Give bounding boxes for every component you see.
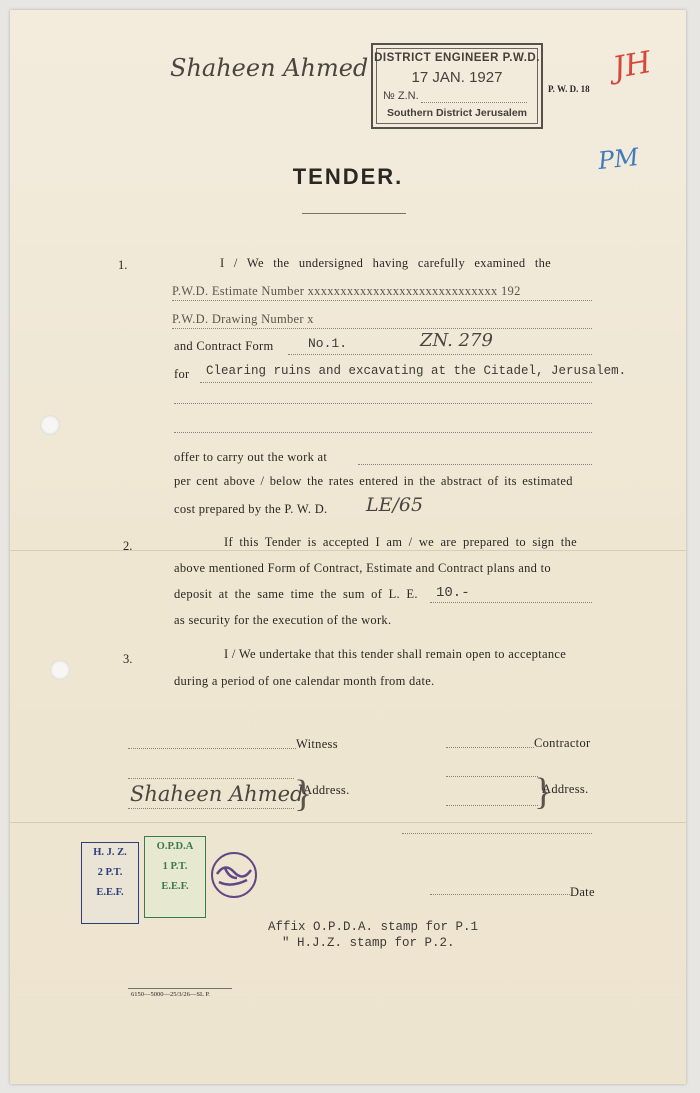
witness-label: Witness <box>296 737 338 751</box>
clause-2-number: 2. <box>123 539 133 553</box>
typed-note-line2: " H.J.Z. stamp for P.2. <box>282 936 455 950</box>
stamp-date: 17 JAN. 1927 <box>411 69 503 86</box>
offer-label: offer to carry out the work at <box>174 450 328 464</box>
cost-handwritten: LE/65 <box>366 494 424 516</box>
stamp-line: 1 P.T. <box>162 861 188 872</box>
deposit-amount: 10.- <box>436 585 470 601</box>
clause-3-line1: I / We undertake that this tender shall remain open to acceptance <box>224 647 567 661</box>
typed-note-line1: Affix O.P.D.A. stamp for P.1 <box>268 920 479 934</box>
contract-form-handwritten: ZN. 279 <box>420 330 493 351</box>
address-brace-right: } <box>534 771 553 813</box>
stamp-line: E.E.F. <box>161 881 189 892</box>
address-label-right: Address. <box>542 782 589 796</box>
stamp-district: Southern District Jerusalem <box>386 107 528 119</box>
page-title: TENDER. <box>292 164 404 189</box>
contract-form-typed: No.1. <box>308 336 348 351</box>
stamp-line: E.E.F. <box>96 887 124 898</box>
purple-ink-seal <box>207 850 261 900</box>
fold-line <box>10 822 686 823</box>
stamp-line: 2 P.T. <box>97 867 123 878</box>
date-label: Date <box>570 885 595 899</box>
clause-2-line2: above mentioned Form of Contract, Estimate and Contract plans and to <box>174 561 551 575</box>
contractor-label: Contractor <box>534 736 591 750</box>
opda-revenue-stamp <box>144 836 206 918</box>
stamp-office: DISTRICT ENGINEER P.W.D. <box>374 52 540 64</box>
clause-2-line1: If this Tender is accepted I am / we are prepared to sign the <box>224 535 577 549</box>
percent-line: per cent above / below the rates entered in the abstract of its estimated <box>174 474 573 488</box>
stamp-line: O.P.D.A <box>156 841 194 852</box>
clause-2-line3: deposit at the same time the sum of L. E. <box>174 587 418 601</box>
clause-3-number: 3. <box>123 652 133 666</box>
clause-1-intro: I / We the undersigned having carefully examined the <box>220 256 552 270</box>
clause-3-line2: during a period of one calendar month from date. <box>174 674 435 688</box>
work-description: Clearing ruins and excavating at the Citadel, Jerusalem. <box>206 364 627 378</box>
drawing-number-line: P.W.D. Drawing Number x <box>172 312 314 326</box>
handwritten-name: Shaheen Ahmed <box>170 54 369 82</box>
blue-initials: PM <box>596 142 641 176</box>
cost-label: cost prepared by the P. W. D. <box>174 502 328 516</box>
contract-form-label: and Contract Form <box>174 339 274 353</box>
district-engineer-stamp <box>371 43 543 129</box>
punch-hole <box>50 660 70 680</box>
for-label: for <box>174 367 190 381</box>
address-brace-left: } <box>294 773 313 815</box>
punch-hole <box>40 415 60 435</box>
red-annotation: JH <box>610 44 654 87</box>
form-reference: P. W. D. 18 <box>548 84 590 94</box>
fold-line <box>10 550 686 551</box>
estimate-number-line: P.W.D. Estimate Number xxxxxxxxxxxxxxxxxxxxxxxxxxxxx 192 <box>172 284 521 298</box>
clause-1-number: 1. <box>118 258 128 272</box>
title-rule <box>302 213 406 214</box>
hjz-revenue-stamp <box>81 842 139 924</box>
printer-reference: 6150—5000—25/3/26—SL P. <box>131 991 210 998</box>
address-label-left: Address. <box>303 783 350 797</box>
stamp-number: № Z.N. <box>383 90 419 102</box>
witness-signature: Shaheen Ahmed <box>130 782 304 806</box>
footer-rule <box>128 988 232 989</box>
clause-2-line4: as security for the execution of the work. <box>174 613 392 627</box>
stamp-line: H. J. Z. <box>93 847 127 858</box>
tender-document <box>10 10 686 1084</box>
